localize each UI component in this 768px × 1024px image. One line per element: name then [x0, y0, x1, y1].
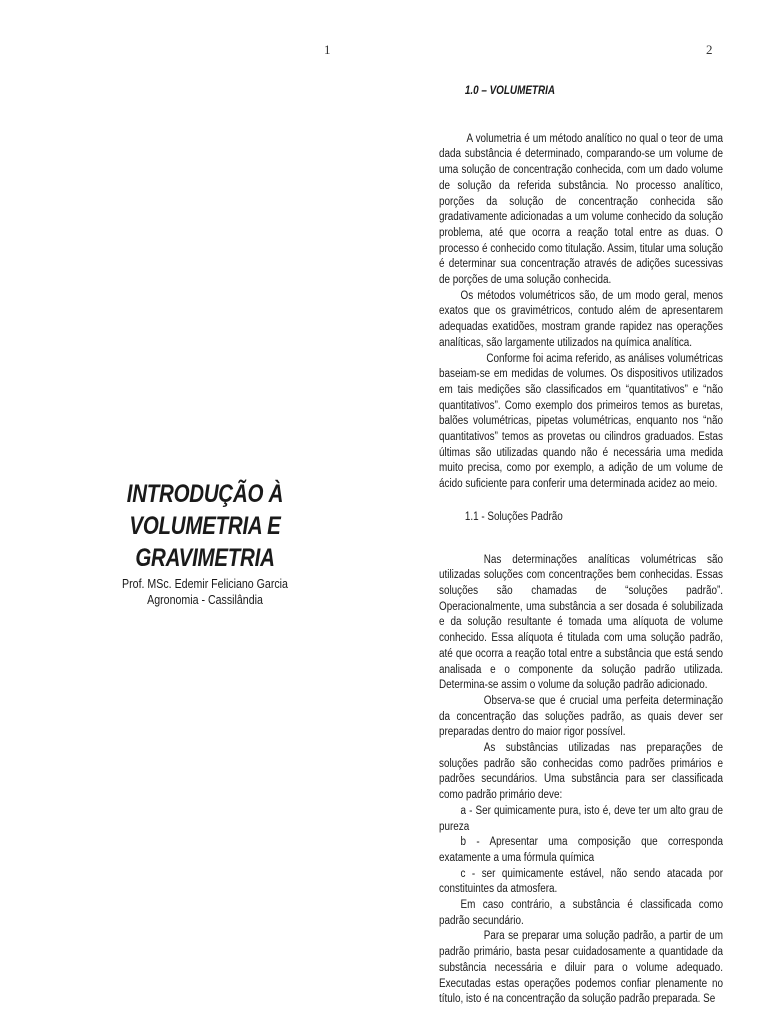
text-column: [439, 84, 723, 1008]
paragraph: Nas determinações analíticas volumétricas são utilizadas soluções com concentrações bem conhecidas. Essas soluções são chamadas de “soluções padrão”. Operacionalmente, uma substância a ser dosada é solubilizada e da solução resultante é tomada uma alíquota de volume conhecido. Essa alíquota é titulada com uma solução padrão, até que ocorra a reação total entre a substância que está sendo analisada e o componente da solução padrão utilizada. Determina-se assim o volume da solução padrão adicionado.: [439, 553, 723, 692]
cover-course: Agronomia - Cassilândia: [147, 593, 263, 607]
paragraph: A volumetria é um método analítico no qual o teor de uma dada substância é determinado, comparando-se um volume de uma solução de concentração conhecida, com um dado volume de solução da referida substância. No processo analítico, porções da solução de concentração conhecida são gradativamente adicionadas a um volume conhecido da solução problema, até que ocorra a reação total entre as duas. O processo é conhecido como titulação. Assim, titular uma solução é determinar sua concentração através de adições sucessivas de porções de uma solução conhecida.: [439, 132, 723, 287]
page-number-left: 1: [324, 42, 331, 57]
subsection-heading: 1.1 - Soluções Padrão: [464, 510, 563, 523]
cover-title-line-2: VOLUMETRIA E GRAVIMETRIA: [129, 512, 281, 572]
paragraph: Em caso contrário, a substância é classificada como padrão secundário.: [439, 899, 723, 927]
cover-author: Prof. MSc. Edemir Feliciano Garcia: [122, 577, 288, 591]
paragraph: As substâncias utilizadas nas preparações de soluções padrão são conhecidas como padrões primários e padrões secundários. Uma substância para ser classificada como padrão primário deve:: [439, 742, 723, 802]
section-heading: 1.0 – VOLUMETRIA: [464, 85, 556, 97]
paragraph: Conforme foi acima referido, as análises volumétricas baseiam-se em medidas de volumes. Os dispositivos utilizados em tais medições são classificados em “quantitativos” e “não quantitativos”. Como exemplo dos primeiros temos as buretas, balões volumétricas, pipetas volumétricas, enquanto nos “não quantitativos” temos as provetas ou cilindros graduados. Estas últimas são utilizadas quando não é necessária uma medida muito precisa, como por exemplo, a adição de um volume de ácido suficiente para conferir uma determinada acidez ao meio.: [439, 352, 723, 491]
page-number-right: 2: [706, 42, 713, 57]
cover-title-line-1: INTRODUÇÃO À: [126, 480, 284, 508]
paragraph: Os métodos volumétricos são, de um modo geral, menos exatos que os gravimétricos, contudo além de apresentarem adequadas exatidões, mostram grande rapidez nas operações analíticas, são largamente utilizados na química analítica.: [439, 289, 723, 349]
paragraph: Para se preparar uma solução padrão, a partir de um padrão primário, basta pesar cuidadosamente a quantidade da substância necessária e diluir para o volume adequado. Executadas estas operações podemos confiar plenamente no título, isto é na concentração da solução padrão preparada. Se: [439, 930, 723, 1006]
list-item: c - ser quimicamente estável, não sendo atacada por constituintes da atmosfera.: [439, 867, 723, 896]
list-item: b - Apresentar uma composição que corresponda exatamente a uma fórmula química: [439, 836, 723, 864]
list-item: a - Ser quimicamente pura, isto é, deve ter um alto grau de pureza: [439, 804, 723, 833]
paragraph: Observa-se que é crucial uma perfeita determinação da concentração das soluções padrão, as quais dever ser preparadas dentro do maior rigor possível.: [439, 694, 723, 739]
cover-block: [40, 478, 370, 608]
